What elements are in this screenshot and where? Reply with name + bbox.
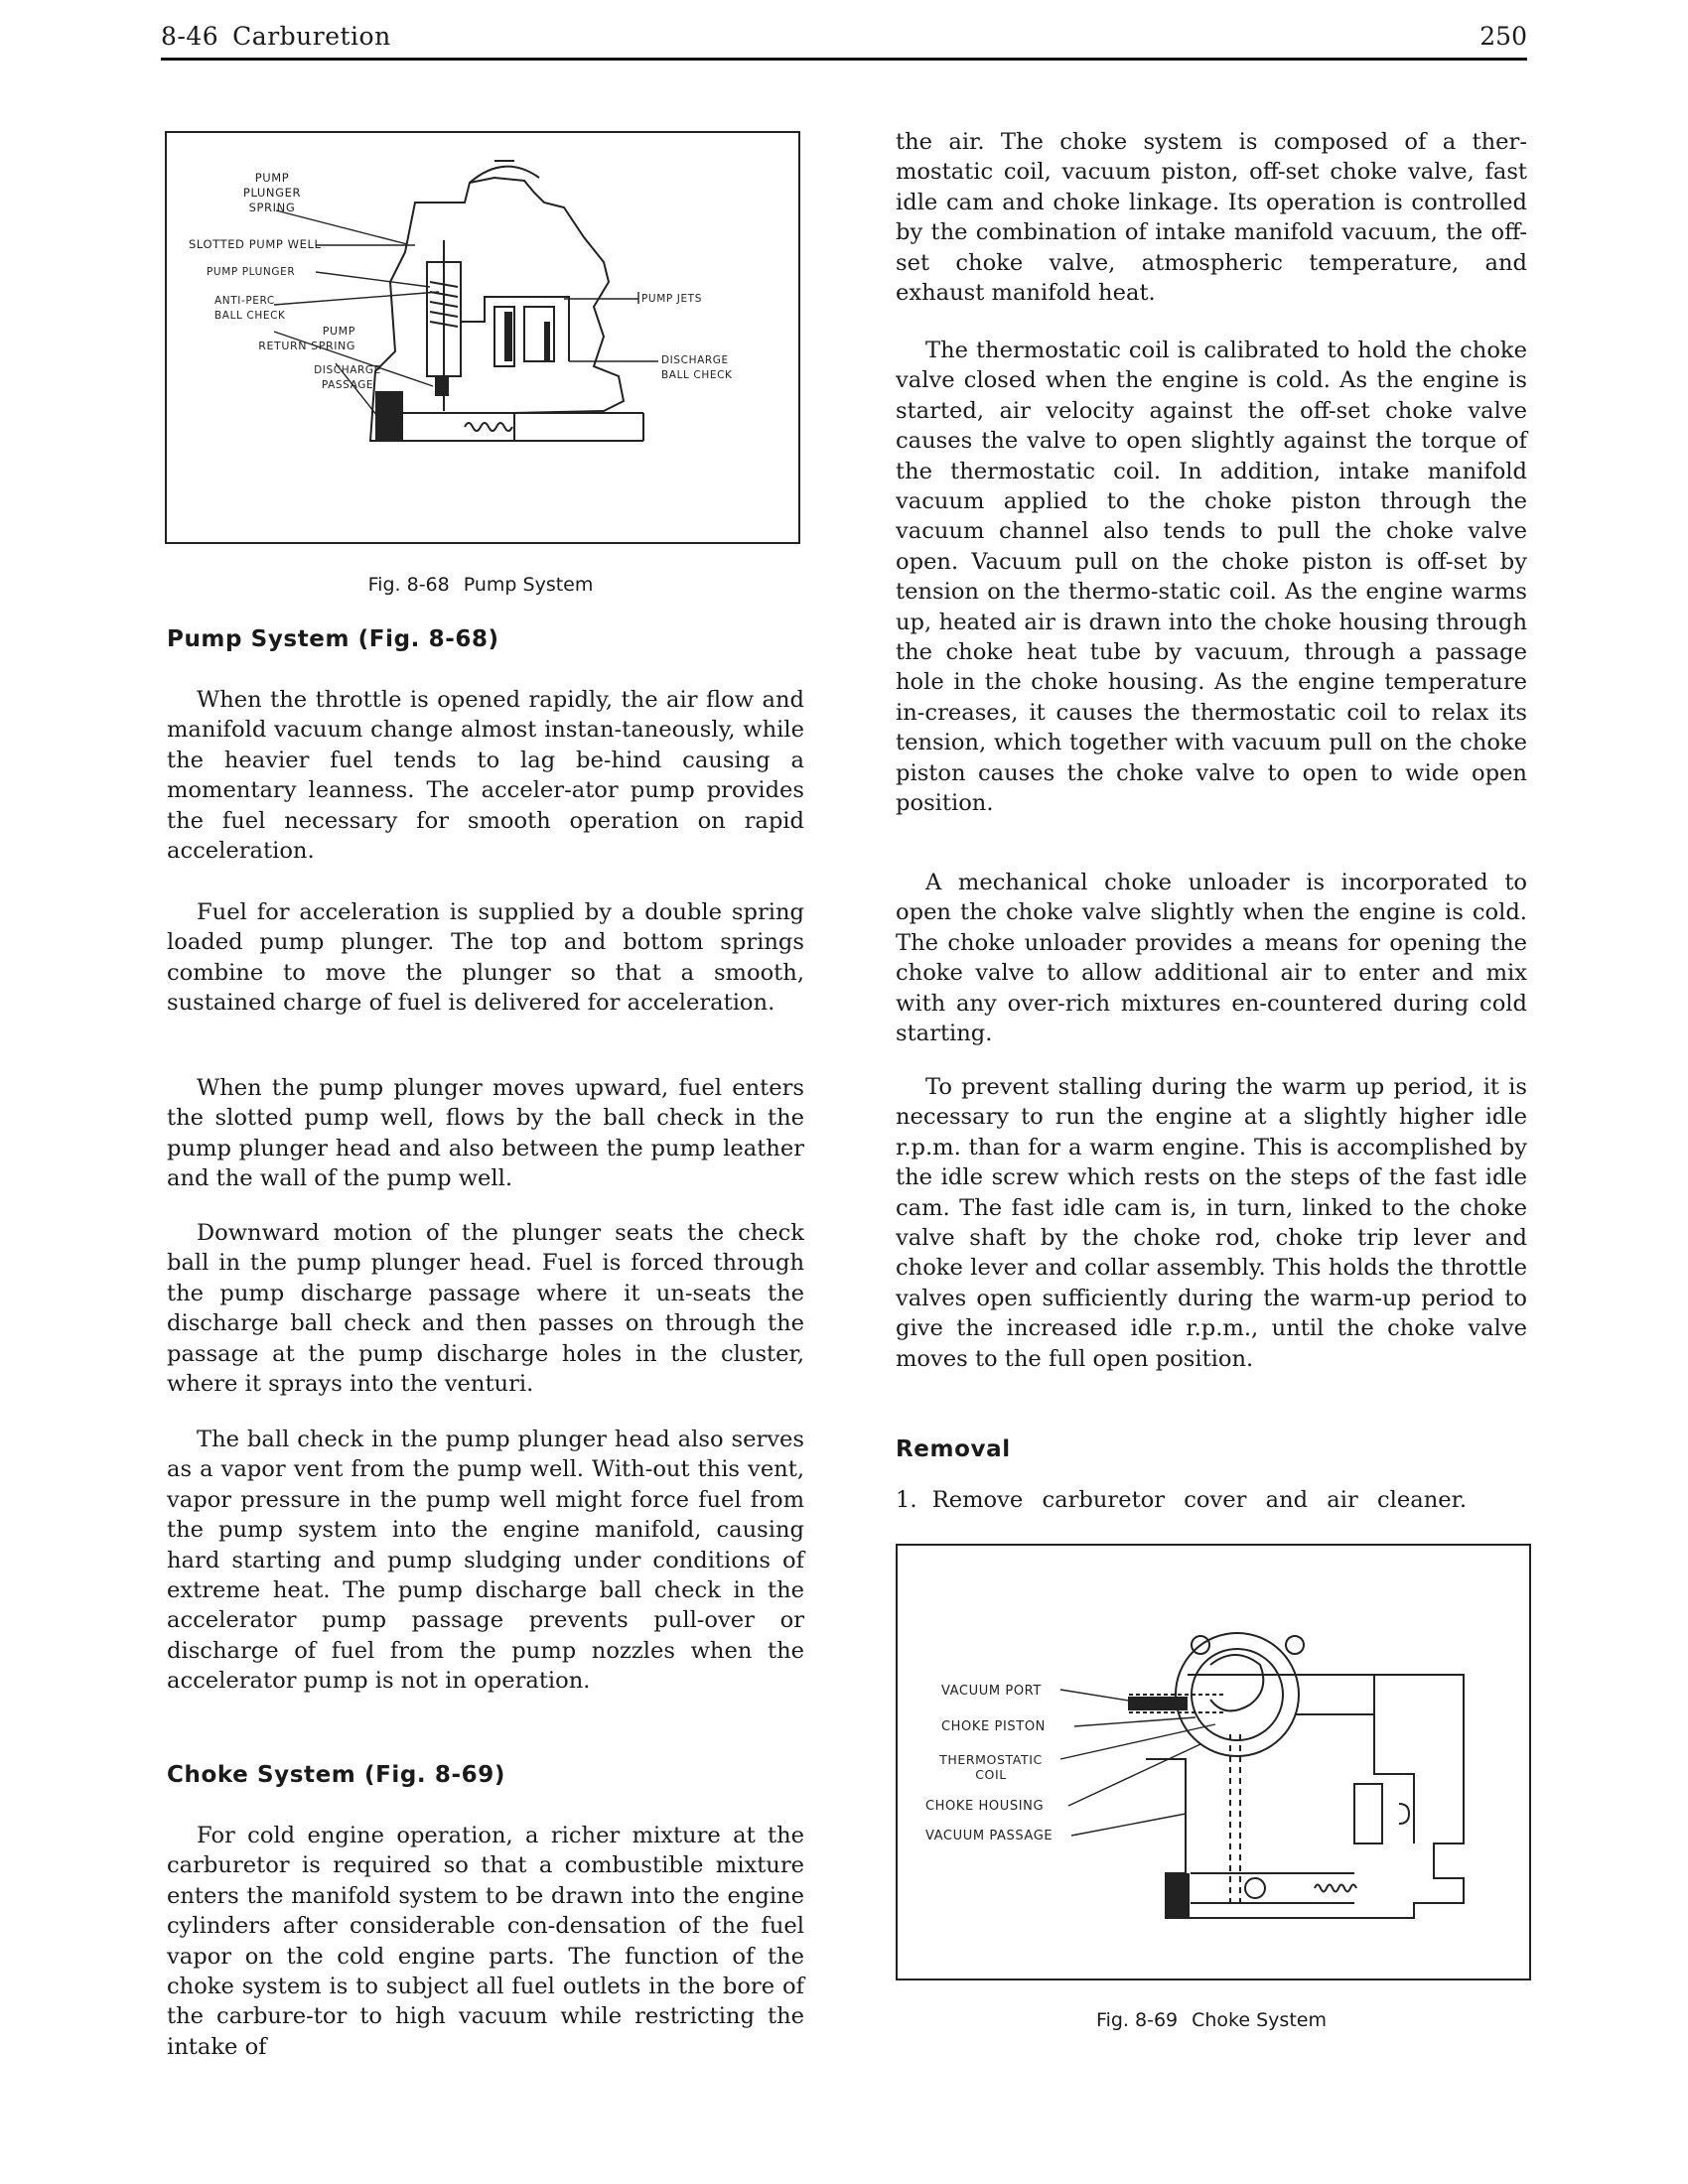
page-header (161, 22, 1527, 60)
label-pump-jets: PUMP JETS (641, 293, 702, 305)
paragraph-text: When the pump plunger moves upward, fuel enters the slotted pump well, flows by the ball check in the pump plunger head and also between the pump leather and the wall of the pump well. (167, 1075, 804, 1192)
label-line: PLUNGER (242, 186, 302, 200)
label-line: BALL CHECK (214, 310, 286, 322)
figure-68-number: Fig. 8-68 (367, 574, 450, 596)
label-slotted-pump-well: SLOTTED PUMP WELL (189, 237, 322, 251)
label-discharge-passage (298, 363, 397, 393)
choke-paragraph-1 (167, 1821, 804, 2062)
step-number: 1. (896, 1487, 917, 1513)
removal-heading: Removal (896, 1436, 1011, 1462)
section-title: Carburetion (232, 22, 391, 51)
choke-paragraph-3 (896, 868, 1527, 1048)
choke-paragraph-4 (896, 1072, 1527, 1374)
choke-paragraph-continued (896, 127, 1527, 308)
pump-system-heading: Pump System (Fig. 8-68) (167, 626, 499, 652)
section-number: 8-46 (161, 22, 219, 51)
header-rule (161, 58, 1527, 61)
figure-pump-system (165, 131, 800, 544)
label-line: COIL (975, 1767, 1007, 1782)
label-choke-housing: CHOKE HOUSING (925, 1799, 1045, 1814)
step-text: Remove carburetor cover and air cleaner. (931, 1487, 1468, 1513)
paragraph-text: To prevent stalling during the warm up period, it is necessary to run the engine at a slightly higher idle r.p.m. than for a warm engine. This is accomplished by the idle screw which rests on the steps of the fast idle cam. The fast idle cam is, in turn, linked to the choke valve shaft by the choke rod, choke trip lever and choke lever and collar assembly. This holds the throttle valves open sufficiently during the warm-up period to give the increased idle r.p.m., until the choke valve moves to the full open position. (896, 1074, 1527, 1372)
figure-69-title: Choke System (1192, 2009, 1327, 2031)
pump-paragraph-5 (167, 1425, 804, 1697)
page-number: 250 (1479, 22, 1527, 51)
label-discharge-ball-check (661, 353, 733, 383)
pump-paragraph-3 (167, 1073, 804, 1194)
figure-choke-system (896, 1544, 1531, 1980)
paragraph-text: For cold engine operation, a richer mixture at the carburetor is required so that a combustible mixture enters the manifold system to be drawn into the engine cylinders after considerable con-densation of the fuel vapor on the cold engine parts. The function of the choke system is to subject all fuel outlets in the bore of the carbure-tor to high vacuum while restricting the intake of (167, 1823, 804, 2060)
label-anti-perc-ball-check (214, 294, 286, 324)
label-line: PUMP (322, 325, 355, 338)
paragraph-text: Downward motion of the plunger seats the check ball in the pump plunger head. Fuel is forced through the pump discharge passage where it un-seats the discharge ball check and then passes on through the passage at the pump discharge holes in the cluster, where it sprays into the venturi. (167, 1220, 804, 1398)
pump-paragraph-2 (167, 897, 804, 1019)
paragraph-text: When the throttle is opened rapidly, the air flow and manifold vacuum change almost instan-taneously, while the heavier fuel tends to lag be-hind causing a momentary leanness. The acceler-ator pump provides the fuel necessary for smooth operation on rapid acceleration. (167, 687, 804, 865)
paragraph-text: Fuel for acceleration is supplied by a double spring loaded pump plunger. The top and bottom springs combine to move the plunger so that a smooth, sustained charge of fuel is delivered for acceleration. (167, 899, 804, 1017)
figure-69-caption (896, 2009, 1527, 2031)
label-line: SPRING (248, 201, 296, 214)
paragraph-text: the air. The choke system is composed of a ther-mostatic coil, vacuum piston, off-set choke valve, fast idle cam and choke linkage. Its operation is controlled by the combination of intake manifold vacuum, the off-set choke valve, atmospheric temperature, and exhaust manifold heat. (896, 129, 1527, 307)
paragraph-text: The thermostatic coil is calibrated to hold the choke valve closed when the engine is cold. As the engine is started, air velocity against the off-set choke valve causes the valve to open slightly against the torque of the thermostatic coil. In addition, intake manifold vacuum applied to the choke piston through the vacuum channel also tends to pull the choke valve open. Vacuum pull on the choke piston is off-set by tension on the thermo-static coil. As the engine warms up, heated air is drawn into the choke housing through the choke heat tube by vacuum, through a passage hole in the choke housing. As the engine temperature in-creases, it causes the thermostatic coil to relax its tension, which together with vacuum pull on the choke piston causes the choke valve to open to wide open position. (896, 338, 1527, 817)
label-thermostatic-coil (931, 1752, 1051, 1782)
label-pump-plunger-spring (232, 171, 312, 215)
removal-step-1 (896, 1485, 1527, 1515)
choke-paragraph-2 (896, 336, 1527, 819)
label-line: ANTI-PERC (214, 295, 275, 307)
running-head (161, 22, 391, 51)
label-line: BALL CHECK (661, 369, 733, 381)
label-line: DISCHARGE (661, 354, 729, 366)
label-vacuum-port: VACUUM PORT (941, 1684, 1042, 1699)
label-vacuum-passage: VACUUM PASSAGE (925, 1829, 1054, 1843)
figure-69-number: Fig. 8-69 (1096, 2009, 1179, 2031)
label-line: THERMOSTATIC (939, 1752, 1043, 1767)
figure-68-title: Pump System (463, 574, 594, 596)
label-line: PUMP (254, 171, 290, 185)
pump-paragraph-4 (167, 1218, 804, 1399)
label-line: PASSAGE (321, 379, 374, 391)
label-line: DISCHARGE (314, 364, 381, 376)
label-choke-piston: CHOKE PISTON (941, 1719, 1046, 1734)
paragraph-text: A mechanical choke unloader is incorporated to open the choke valve slightly when the engine is cold. The choke unloader provides a means for opening the choke valve to allow additional air to enter and mix with any over-rich mixtures en-countered during cold starting. (896, 870, 1527, 1047)
figure-68-caption (165, 574, 796, 596)
paragraph-text: The ball check in the pump plunger head also serves as a vapor vent from the pump well. With-out this vent, vapor pressure in the pump well might force fuel from the pump system into the engine manifold, causing hard starting and pump sludging under conditions of extreme heat. The pump discharge ball check in the accelerator pump passage prevents pull-over or discharge of fuel from the pump nozzles when the accelerator pump is not in operation. (167, 1427, 804, 1695)
pump-paragraph-1 (167, 685, 804, 866)
label-pump-return-spring (207, 324, 355, 353)
choke-system-heading: Choke System (Fig. 8-69) (167, 1762, 505, 1788)
label-pump-plunger: PUMP PLUNGER (207, 266, 296, 278)
label-line: RETURN SPRING (258, 340, 355, 352)
